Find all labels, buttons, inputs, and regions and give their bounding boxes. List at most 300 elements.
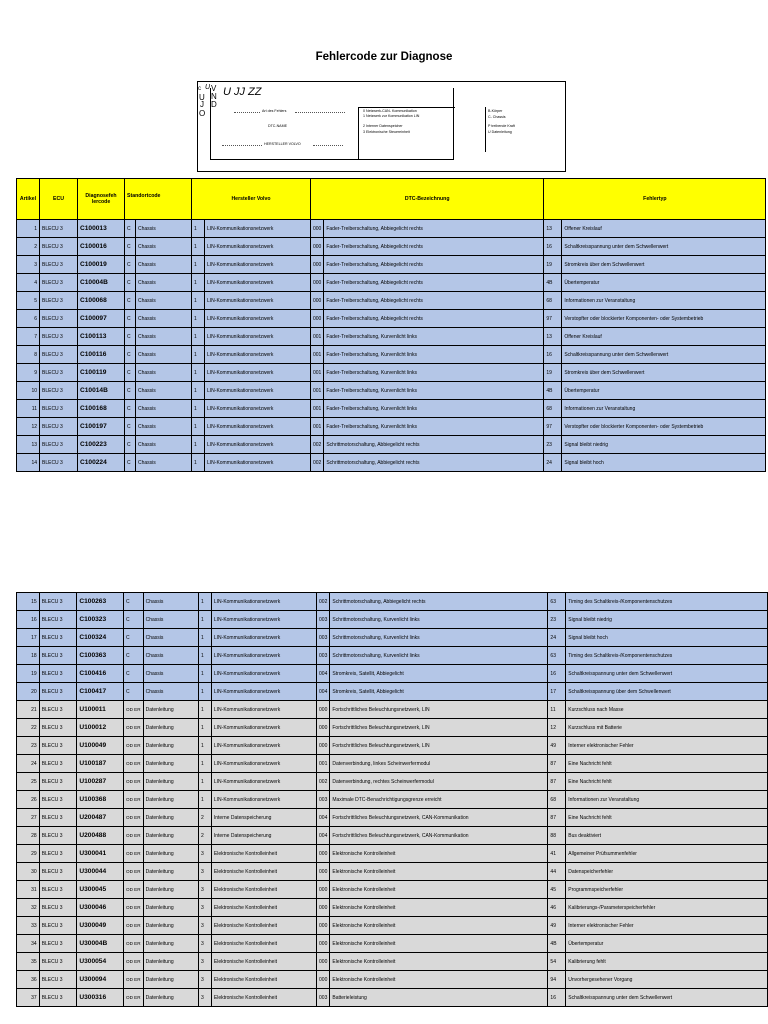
cell-fault-code: 88: [548, 827, 566, 845]
cell-fault-type: Programmspeicherfehler: [566, 881, 768, 899]
cell-network-code: 1: [192, 454, 205, 472]
cell-network-code: 3: [199, 845, 212, 863]
cell-network-name: Elektronische Kontrolleinheit: [211, 863, 316, 881]
cell-dtc-description: Fader-Treiberschaltung, Kurvenlicht links: [324, 400, 544, 418]
cell-artikel: 20: [17, 683, 40, 701]
cell-location-name: Datenleitung: [143, 809, 198, 827]
cell-dtc-description: Elektronische Kontrolleinheit: [330, 863, 548, 881]
cell-network-code: 1: [199, 701, 212, 719]
cell-network-code: 1: [192, 310, 205, 328]
cell-dtc-code: C100097: [78, 310, 125, 328]
label-dtc-name: DTC-NAME: [268, 124, 287, 128]
table-row: [17, 971, 768, 989]
cell-network-code: 1: [192, 346, 205, 364]
diagram-location-line: P treibende Kraft: [488, 124, 515, 128]
cell-dtc-number: 000: [317, 917, 330, 935]
cell-dtc-code: U200487: [77, 809, 124, 827]
cell-dtc-description: Stromkreis, Satellit, Abbiegelicht: [330, 683, 548, 701]
cell-dtc-code: U300044: [77, 863, 124, 881]
table-row: [17, 274, 766, 292]
diagram-location-line: B-Körper: [488, 109, 503, 113]
cell-dtc-number: 000: [311, 292, 324, 310]
table-row: [17, 238, 766, 256]
table-row: [17, 791, 768, 809]
cell-location-code: OD ER: [124, 971, 144, 989]
table-row: [17, 863, 768, 881]
cell-ecu: BLECU 3: [39, 863, 77, 881]
cell-dtc-description: Datenverbindung, rechtes Scheinwerfermodul: [330, 773, 548, 791]
cell-dtc-description: Schrittmotorschaltung, Abbiegelicht rechts: [324, 454, 544, 472]
cell-network-name: LIN-Kommunikationsnetzwerk: [205, 256, 311, 274]
cell-artikel: 4: [17, 274, 40, 292]
cell-network-name: LIN-Kommunikationsnetzwerk: [211, 665, 316, 683]
cell-network-code: 1: [192, 418, 205, 436]
table-row: [17, 827, 768, 845]
cell-network-code: 1: [192, 364, 205, 382]
cell-network-name: Elektronische Kontrolleinheit: [211, 899, 316, 917]
cell-dtc-number: 000: [317, 935, 330, 953]
cell-dtc-code: C100168: [78, 400, 125, 418]
cell-network-code: 3: [199, 935, 212, 953]
cell-fault-code: 54: [548, 953, 566, 971]
cell-fault-type: Offener Kreislauf: [562, 220, 766, 238]
cell-ecu: BLECU 3: [39, 665, 77, 683]
cell-ecu: BLECU 3: [40, 256, 78, 274]
cell-network-code: 1: [192, 400, 205, 418]
cell-dtc-description: Schrittmotorschaltung, Kurvenlicht links: [330, 647, 548, 665]
dtc-table-top: [16, 178, 766, 472]
cell-location-name: Chassis: [143, 683, 198, 701]
cell-ecu: BLECU 3: [39, 791, 77, 809]
cell-dtc-code: C100263: [77, 593, 124, 611]
cell-dtc-number: 000: [317, 701, 330, 719]
cell-fault-type: Schaltkreisspannung unter dem Schwellenwert: [562, 238, 766, 256]
cell-location-code: C: [125, 382, 136, 400]
cell-network-name: Elektronische Kontrolleinheit: [211, 989, 316, 1007]
cell-location-name: Datenleitung: [143, 827, 198, 845]
cell-network-code: 1: [199, 683, 212, 701]
cell-fault-code: 19: [544, 364, 562, 382]
cell-ecu: BLECU 3: [40, 400, 78, 418]
cell-fault-code: 87: [548, 755, 566, 773]
cell-dtc-description: Fader-Treiberschaltung, Kurvenlicht links: [324, 418, 544, 436]
cell-location-name: Datenleitung: [143, 971, 198, 989]
cell-fault-code: 46: [548, 899, 566, 917]
cell-dtc-code: C100068: [78, 292, 125, 310]
diagram-leader-line: [313, 145, 343, 146]
cell-location-name: Datenleitung: [143, 953, 198, 971]
cell-network-code: 3: [199, 863, 212, 881]
cell-dtc-code: C100416: [77, 665, 124, 683]
cell-network-name: LIN-Kommunikationsnetzwerk: [211, 701, 316, 719]
header-dtc-bezeichnung: DTC-Bezeichnung: [311, 179, 544, 220]
cell-dtc-code: U300316: [77, 989, 124, 1007]
cell-network-name: LIN-Kommunikationsnetzwerk: [205, 418, 311, 436]
cell-fault-type: Informationen zur Veranstaltung: [562, 400, 766, 418]
cell-network-code: 3: [199, 971, 212, 989]
cell-fault-code: 4B: [544, 382, 562, 400]
cell-network-code: 1: [199, 755, 212, 773]
table-row: [17, 755, 768, 773]
cell-location-code: OD ER: [124, 809, 144, 827]
table-row: [17, 701, 768, 719]
cell-ecu: BLECU 3: [40, 364, 78, 382]
cell-location-code: C: [125, 292, 136, 310]
cell-network-name: LIN-Kommunikationsnetzwerk: [205, 454, 311, 472]
cell-fault-type: Übertemperatur: [562, 382, 766, 400]
cell-network-code: 1: [192, 382, 205, 400]
table-row: [17, 220, 766, 238]
cell-network-name: LIN-Kommunikationsnetzwerk: [211, 593, 316, 611]
cell-fault-type: Eine Nachricht fehlt: [566, 773, 768, 791]
cell-fault-code: 19: [544, 256, 562, 274]
cell-network-name: Elektronische Kontrolleinheit: [211, 845, 316, 863]
cell-dtc-code: U300045: [77, 881, 124, 899]
cell-fault-code: 16: [548, 989, 566, 1007]
cell-fault-type: Stromkreis über dem Schwellenwert: [562, 256, 766, 274]
dtc-table-bottom: [16, 592, 768, 1007]
cell-network-name: LIN-Kommunikationsnetzwerk: [205, 382, 311, 400]
table-row: [17, 364, 766, 382]
cell-ecu: BLECU 3: [39, 719, 77, 737]
cell-fault-type: Timing des Schaltkreis-/Komponentenschutzes: [566, 593, 768, 611]
table-row: [17, 773, 768, 791]
cell-fault-type: Signal bleibt hoch: [562, 454, 766, 472]
cell-ecu: BLECU 3: [40, 454, 78, 472]
cell-location-name: Datenleitung: [143, 845, 198, 863]
cell-dtc-number: 002: [317, 773, 330, 791]
cell-artikel: 14: [17, 454, 40, 472]
cell-dtc-number: 001: [311, 382, 324, 400]
cell-ecu: BLECU 3: [39, 971, 77, 989]
cell-dtc-code: U100011: [77, 701, 124, 719]
cell-dtc-description: Fortschrittliches Beleuchtungsnetzwerk, LIN: [330, 737, 548, 755]
cell-ecu: BLECU 3: [40, 418, 78, 436]
cell-location-code: C: [124, 611, 144, 629]
diagram-network-line: 1 Netzwerk zur Kommunikation LIN: [363, 114, 420, 118]
cell-fault-type: Bus deaktiviert: [566, 827, 768, 845]
cell-location-code: OD ER: [124, 881, 144, 899]
table-row: [17, 400, 766, 418]
cell-artikel: 32: [17, 899, 40, 917]
cell-location-name: Chassis: [143, 647, 198, 665]
cell-dtc-code: C100013: [78, 220, 125, 238]
cell-location-code: OD ER: [124, 827, 144, 845]
cell-fault-code: 44: [548, 863, 566, 881]
table-row: [17, 593, 768, 611]
cell-fault-code: 45: [548, 881, 566, 899]
cell-dtc-description: Stromkreis, Satellit, Abbiegelicht: [330, 665, 548, 683]
cell-dtc-code: C100324: [77, 629, 124, 647]
cell-network-code: 1: [199, 629, 212, 647]
cell-fault-type: Signal bleibt niedrig: [562, 436, 766, 454]
cell-dtc-description: Schrittmotorschaltung, Kurvenlicht links: [330, 611, 548, 629]
cell-network-code: 1: [192, 274, 205, 292]
cell-network-name: LIN-Kommunikationsnetzwerk: [211, 737, 316, 755]
table-row: [17, 953, 768, 971]
cell-dtc-number: 000: [311, 220, 324, 238]
table-row: [17, 454, 766, 472]
cell-artikel: 27: [17, 809, 40, 827]
cell-network-code: 3: [199, 881, 212, 899]
cell-network-code: 1: [192, 238, 205, 256]
cell-dtc-description: Fader-Treiberschaltung, Abbiegelicht rechts: [324, 238, 544, 256]
cell-network-code: 1: [199, 593, 212, 611]
cell-fault-code: 16: [544, 238, 562, 256]
cell-fault-code: 87: [548, 773, 566, 791]
table-row: [17, 935, 768, 953]
cell-location-code: C: [125, 220, 136, 238]
cell-location-name: Datenleitung: [143, 881, 198, 899]
cell-dtc-number: 001: [311, 418, 324, 436]
cell-fault-code: 49: [548, 917, 566, 935]
cell-fault-code: 4B: [548, 935, 566, 953]
cell-dtc-number: 003: [317, 989, 330, 1007]
page-title: Fehlercode zur Diagnose: [315, 51, 453, 63]
cell-dtc-code: U300094: [77, 971, 124, 989]
cell-location-code: OD ER: [124, 701, 144, 719]
cell-dtc-code: U200488: [77, 827, 124, 845]
cell-artikel: 23: [17, 737, 40, 755]
cell-ecu: BLECU 3: [39, 593, 77, 611]
table-body-top: [17, 220, 766, 472]
cell-dtc-description: Elektronische Kontrolleinheit: [330, 881, 548, 899]
cell-location-name: Chassis: [143, 611, 198, 629]
cell-fault-code: 4B: [544, 274, 562, 292]
diagram-letter: D: [211, 100, 217, 109]
table-row: [17, 310, 766, 328]
cell-network-name: LIN-Kommunikationsnetzwerk: [205, 310, 311, 328]
cell-network-name: LIN-Kommunikationsnetzwerk: [205, 400, 311, 418]
cell-location-name: Chassis: [136, 418, 192, 436]
cell-fault-code: 16: [548, 665, 566, 683]
cell-location-code: C: [124, 665, 144, 683]
table-row: [17, 346, 766, 364]
cell-network-name: LIN-Kommunikationsnetzwerk: [205, 238, 311, 256]
table-row: [17, 436, 766, 454]
cell-dtc-description: Elektronische Kontrolleinheit: [330, 845, 548, 863]
cell-network-name: LIN-Kommunikationsnetzwerk: [205, 220, 311, 238]
cell-dtc-number: 000: [317, 971, 330, 989]
cell-dtc-code: U100368: [77, 791, 124, 809]
cell-location-name: Chassis: [143, 629, 198, 647]
cell-fault-code: 63: [548, 647, 566, 665]
cell-location-name: Datenleitung: [143, 989, 198, 1007]
cell-location-code: OD ER: [124, 899, 144, 917]
cell-network-code: 1: [199, 665, 212, 683]
cell-fault-type: Stromkreis über dem Schwellenwert: [562, 364, 766, 382]
cell-fault-code: 23: [544, 436, 562, 454]
table-row: [17, 629, 768, 647]
cell-location-name: Chassis: [136, 220, 192, 238]
cell-ecu: BLECU 3: [40, 220, 78, 238]
cell-artikel: 31: [17, 881, 40, 899]
cell-dtc-code: U100187: [77, 755, 124, 773]
cell-location-name: Datenleitung: [143, 719, 198, 737]
cell-artikel: 15: [17, 593, 40, 611]
cell-ecu: BLECU 3: [39, 809, 77, 827]
cell-fault-code: 97: [544, 418, 562, 436]
cell-fault-code: 68: [548, 791, 566, 809]
cell-fault-type: Kurzschluss mit Batterie: [566, 719, 768, 737]
cell-network-code: 1: [199, 737, 212, 755]
cell-network-code: 1: [192, 328, 205, 346]
cell-artikel: 28: [17, 827, 40, 845]
header-hersteller-volvo: Hersteller Volvo: [192, 179, 311, 220]
cell-artikel: 3: [17, 256, 40, 274]
cell-location-name: Chassis: [136, 436, 192, 454]
cell-dtc-number: 004: [317, 683, 330, 701]
cell-network-code: 3: [199, 953, 212, 971]
cell-ecu: BLECU 3: [39, 683, 77, 701]
cell-dtc-code: C100223: [78, 436, 125, 454]
cell-dtc-number: 000: [311, 238, 324, 256]
cell-ecu: BLECU 3: [39, 773, 77, 791]
cell-dtc-description: Elektronische Kontrolleinheit: [330, 935, 548, 953]
cell-location-name: Chassis: [136, 382, 192, 400]
cell-dtc-number: 003: [317, 629, 330, 647]
table-row: [17, 917, 768, 935]
cell-ecu: BLECU 3: [39, 701, 77, 719]
cell-location-name: Chassis: [136, 274, 192, 292]
cell-fault-code: 24: [544, 454, 562, 472]
cell-network-code: 2: [199, 827, 212, 845]
cell-dtc-description: Fader-Treiberschaltung, Abbiegelicht rechts: [324, 274, 544, 292]
cell-artikel: 33: [17, 917, 40, 935]
cell-ecu: BLECU 3: [39, 953, 77, 971]
diagram-leader-line: [295, 112, 345, 113]
cell-location-code: C: [125, 418, 136, 436]
cell-ecu: BLECU 3: [39, 755, 77, 773]
cell-dtc-description: Fortschrittliches Beleuchtungsnetzwerk, LIN: [330, 719, 548, 737]
diagram-code-pattern: U JJ ZZ: [223, 86, 262, 98]
cell-location-name: Datenleitung: [143, 791, 198, 809]
cell-fault-type: Informationen zur Veranstaltung: [566, 791, 768, 809]
cell-artikel: 29: [17, 845, 40, 863]
cell-ecu: BLECU 3: [39, 737, 77, 755]
diagram-location-line: C- Chassis: [488, 115, 506, 119]
cell-dtc-description: Fortschrittliches Beleuchtungsnetzwerk, CAN-Kommunikation: [330, 827, 548, 845]
cell-dtc-code: C100363: [77, 647, 124, 665]
table-row: [17, 611, 768, 629]
cell-fault-type: Übertemperatur: [566, 935, 768, 953]
diagram-letter: U: [199, 93, 205, 102]
cell-location-code: OD ER: [124, 737, 144, 755]
cell-ecu: BLECU 3: [40, 382, 78, 400]
cell-network-name: Elektronische Kontrolleinheit: [211, 971, 316, 989]
cell-location-code: C: [125, 400, 136, 418]
label-art-des-fehlers: Art des Fehlers: [262, 109, 287, 113]
cell-dtc-number: 001: [311, 364, 324, 382]
cell-fault-code: 11: [548, 701, 566, 719]
cell-fault-type: Übertemperatur: [562, 274, 766, 292]
cell-dtc-number: 000: [317, 863, 330, 881]
cell-fault-code: 23: [548, 611, 566, 629]
cell-dtc-code: C10004B: [78, 274, 125, 292]
cell-location-name: Datenleitung: [143, 917, 198, 935]
cell-fault-code: 68: [544, 400, 562, 418]
cell-fault-type: Informationen zur Veranstaltung: [562, 292, 766, 310]
cell-artikel: 19: [17, 665, 40, 683]
cell-dtc-number: 000: [311, 274, 324, 292]
cell-network-code: 1: [192, 292, 205, 310]
cell-ecu: BLECU 3: [40, 436, 78, 454]
cell-artikel: 7: [17, 328, 40, 346]
cell-artikel: 8: [17, 346, 40, 364]
cell-dtc-code: C100323: [77, 611, 124, 629]
cell-dtc-code: U30004B: [77, 935, 124, 953]
cell-location-name: Chassis: [136, 256, 192, 274]
header-ecu: ECU: [40, 179, 78, 220]
cell-location-code: C: [125, 436, 136, 454]
cell-network-code: 1: [199, 791, 212, 809]
cell-location-code: C: [125, 328, 136, 346]
cell-dtc-description: Fader-Treiberschaltung, Kurvenlicht links: [324, 328, 544, 346]
cell-network-code: 1: [192, 220, 205, 238]
cell-location-name: Datenleitung: [143, 737, 198, 755]
cell-artikel: 13: [17, 436, 40, 454]
cell-ecu: BLECU 3: [39, 647, 77, 665]
cell-location-code: C: [125, 346, 136, 364]
cell-dtc-description: Fader-Treiberschaltung, Abbiegelicht rechts: [324, 256, 544, 274]
cell-dtc-code: C10014B: [78, 382, 125, 400]
cell-artikel: 17: [17, 629, 40, 647]
table-row: [17, 809, 768, 827]
cell-fault-code: 63: [548, 593, 566, 611]
cell-location-name: Chassis: [136, 310, 192, 328]
cell-location-name: Datenleitung: [143, 863, 198, 881]
cell-location-code: C: [125, 256, 136, 274]
table-row: [17, 737, 768, 755]
cell-dtc-code: U100012: [77, 719, 124, 737]
cell-network-code: 1: [199, 647, 212, 665]
cell-fault-code: 24: [548, 629, 566, 647]
cell-location-name: Chassis: [136, 238, 192, 256]
cell-dtc-description: Elektronische Kontrolleinheit: [330, 917, 548, 935]
cell-location-code: C: [125, 364, 136, 382]
cell-dtc-number: 003: [317, 791, 330, 809]
cell-fault-code: 12: [548, 719, 566, 737]
cell-network-code: 1: [199, 719, 212, 737]
cell-fault-type: Schaltkreisspannung über dem Schwellenwert: [566, 683, 768, 701]
cell-network-name: LIN-Kommunikationsnetzwerk: [205, 436, 311, 454]
cell-ecu: BLECU 3: [39, 899, 77, 917]
cell-network-code: 2: [199, 809, 212, 827]
cell-fault-type: Datenspeicherfehler: [566, 863, 768, 881]
cell-dtc-code: C100119: [78, 364, 125, 382]
cell-location-code: C: [125, 310, 136, 328]
cell-location-name: Chassis: [136, 292, 192, 310]
table-row: [17, 418, 766, 436]
cell-dtc-code: C100417: [77, 683, 124, 701]
cell-network-name: Interne Datenspeicherung: [211, 827, 316, 845]
cell-dtc-description: Fortschrittliches Beleuchtungsnetzwerk, LIN: [330, 701, 548, 719]
cell-dtc-description: Fader-Treiberschaltung, Kurvenlicht links: [324, 346, 544, 364]
cell-artikel: 26: [17, 791, 40, 809]
cell-network-code: 1: [199, 611, 212, 629]
cell-location-name: Datenleitung: [143, 755, 198, 773]
cell-dtc-number: 000: [317, 845, 330, 863]
cell-dtc-number: 001: [311, 346, 324, 364]
cell-dtc-number: 000: [317, 899, 330, 917]
cell-location-name: Datenleitung: [143, 899, 198, 917]
cell-artikel: 24: [17, 755, 40, 773]
cell-network-code: 3: [199, 899, 212, 917]
table-row: [17, 719, 768, 737]
cell-dtc-code: U300046: [77, 899, 124, 917]
cell-dtc-number: 002: [311, 454, 324, 472]
cell-network-name: LIN-Kommunikationsnetzwerk: [205, 274, 311, 292]
